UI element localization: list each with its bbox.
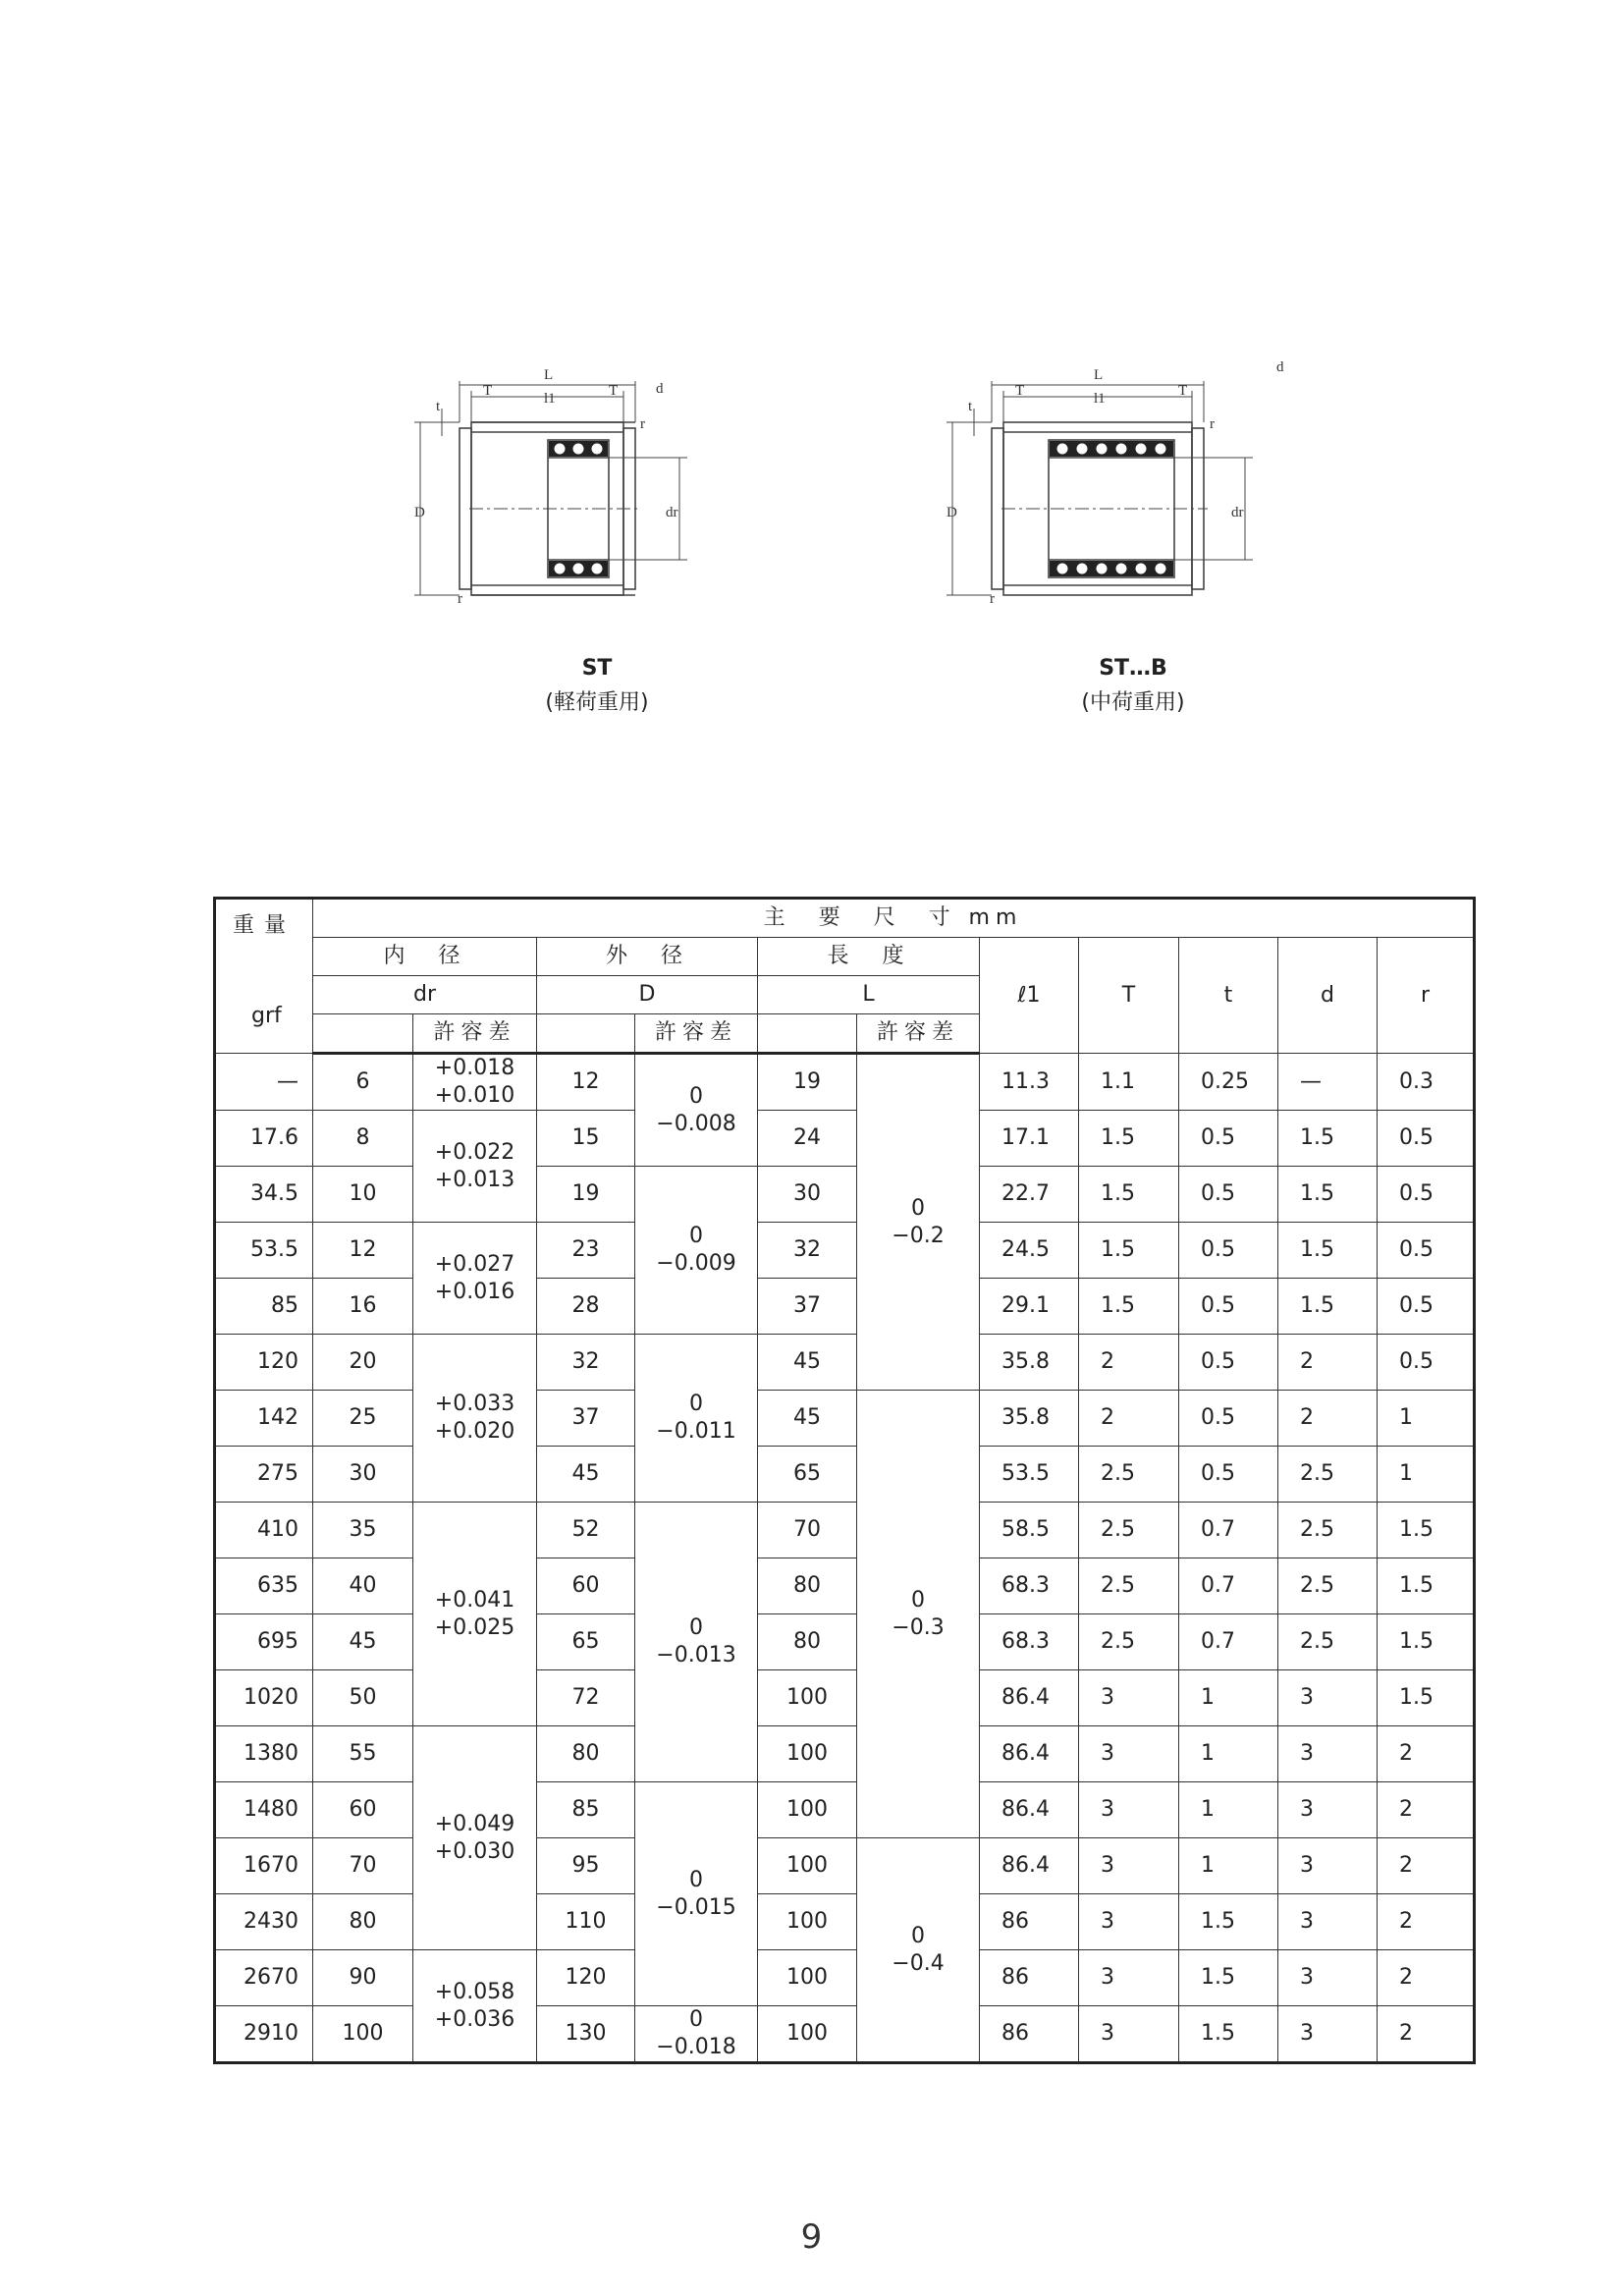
weight-cell: 53.5 — [215, 1223, 313, 1279]
L-tolerance-header: 許容差 — [857, 1014, 980, 1054]
table-row — [215, 1782, 1475, 1838]
l1-cell: 35.8 — [980, 1335, 1079, 1391]
dr-blank — [313, 1014, 413, 1054]
dr-cell: 30 — [313, 1447, 413, 1503]
weight-cell: 34.5 — [215, 1167, 313, 1223]
t-cell: 1.5 — [1179, 2006, 1278, 2063]
dr-tolerance-cell: +0.049 +0.030 — [413, 1726, 537, 1950]
outer-diameter-header: 外 径 — [537, 938, 758, 976]
l1-cell: 58.5 — [980, 1503, 1079, 1558]
l1-cell: 68.3 — [980, 1558, 1079, 1614]
l1-cell: 68.3 — [980, 1614, 1079, 1670]
t-cell: 1 — [1179, 1670, 1278, 1726]
l1-cell: 86 — [980, 1950, 1079, 2006]
st-b-bearing-drawing — [943, 361, 1296, 627]
l1-cell: 24.5 — [980, 1223, 1079, 1279]
t-cell: 1 — [1179, 1782, 1278, 1838]
figure-st-b-title: ST…B — [1099, 656, 1167, 681]
D-tolerance-cell: 0 −0.018 — [635, 2006, 758, 2063]
table-row — [215, 1111, 1475, 1167]
weight-unit: grf — [251, 1004, 282, 1028]
d-cell: — — [1278, 1054, 1378, 1111]
label-T-right: T — [1178, 383, 1188, 399]
T-cell: 3 — [1079, 1726, 1179, 1782]
r-cell: 2 — [1378, 1894, 1475, 1950]
T-header: T — [1079, 938, 1179, 1054]
D-cell: 72 — [537, 1670, 635, 1726]
D-cell: 37 — [537, 1391, 635, 1447]
D-cell: 130 — [537, 2006, 635, 2063]
dr-tolerance-cell: +0.058 +0.036 — [413, 1950, 537, 2063]
dr-tolerance-cell: +0.033 +0.020 — [413, 1335, 537, 1503]
r-cell: 2 — [1378, 2006, 1475, 2063]
t-cell: 0.5 — [1179, 1391, 1278, 1447]
dr-cell: 70 — [313, 1838, 413, 1894]
L-cell: 45 — [758, 1335, 857, 1391]
page-number: 9 — [800, 2217, 823, 2257]
r-cell: 2 — [1378, 1950, 1475, 2006]
r-cell: 2 — [1378, 1726, 1475, 1782]
t-cell: 1.5 — [1179, 1950, 1278, 2006]
dr-tolerance-cell: +0.027 +0.016 — [413, 1223, 537, 1335]
D-cell: 45 — [537, 1447, 635, 1503]
weight-cell: 85 — [215, 1279, 313, 1335]
T-cell: 1.1 — [1079, 1054, 1179, 1111]
T-cell: 1.5 — [1079, 1167, 1179, 1223]
t-cell: 1 — [1179, 1838, 1278, 1894]
D-blank — [537, 1014, 635, 1054]
d-cell: 2.5 — [1278, 1447, 1378, 1503]
D-cell: 52 — [537, 1503, 635, 1558]
label-r-top: r — [640, 416, 645, 432]
table-row — [215, 1558, 1475, 1614]
D-tolerance-header: 許容差 — [635, 1014, 758, 1054]
r-cell: 2 — [1378, 1838, 1475, 1894]
label-dr: dr — [1231, 505, 1244, 520]
t-cell: 0.5 — [1179, 1447, 1278, 1503]
dr-cell: 40 — [313, 1558, 413, 1614]
weight-header — [215, 899, 313, 1054]
figure-st-subtitle: (軽荷重用) — [545, 690, 649, 715]
table-row — [215, 1054, 1475, 1111]
D-cell: 19 — [537, 1167, 635, 1223]
l1-cell: 17.1 — [980, 1111, 1079, 1167]
D-cell: 23 — [537, 1223, 635, 1279]
table-row — [215, 1950, 1475, 2006]
d-cell: 3 — [1278, 1894, 1378, 1950]
label-l1: l1 — [1094, 391, 1106, 407]
table-row — [215, 1894, 1475, 1950]
dr-tolerance-cell: +0.022 +0.013 — [413, 1111, 537, 1223]
label-d: d — [1276, 361, 1284, 375]
figure-st-b — [943, 361, 1296, 627]
dr-cell: 100 — [313, 2006, 413, 2063]
D-cell: 65 — [537, 1614, 635, 1670]
dr-cell: 80 — [313, 1894, 413, 1950]
T-cell: 2 — [1079, 1335, 1179, 1391]
figure-st-b-subtitle: (中荷重用) — [1081, 690, 1185, 715]
table-row — [215, 1503, 1475, 1558]
label-r-top: r — [1210, 416, 1215, 432]
D-cell: 15 — [537, 1111, 635, 1167]
T-cell: 2 — [1079, 1391, 1179, 1447]
weight-cell: 1380 — [215, 1726, 313, 1782]
table-row — [215, 1279, 1475, 1335]
L-cell: 100 — [758, 1838, 857, 1894]
d-cell: 1.5 — [1278, 1279, 1378, 1335]
figure-st-title: ST — [581, 656, 613, 681]
d-cell: 2 — [1278, 1335, 1378, 1391]
d-cell: 2.5 — [1278, 1558, 1378, 1614]
d-cell: 1.5 — [1278, 1111, 1378, 1167]
D-cell: 28 — [537, 1279, 635, 1335]
D-tolerance-cell: 0 −0.009 — [635, 1167, 758, 1335]
D-cell: 95 — [537, 1838, 635, 1894]
dr-cell: 16 — [313, 1279, 413, 1335]
L-cell: 65 — [758, 1447, 857, 1503]
L-cell: 100 — [758, 1782, 857, 1838]
table-row — [215, 2006, 1475, 2063]
d-cell: 2 — [1278, 1391, 1378, 1447]
weight-cell: 120 — [215, 1335, 313, 1391]
D-cell: 120 — [537, 1950, 635, 2006]
l1-cell: 86 — [980, 2006, 1079, 2063]
weight-cell: — — [215, 1054, 313, 1111]
L-cell: 80 — [758, 1614, 857, 1670]
r-cell: 1.5 — [1378, 1558, 1475, 1614]
l1-cell: 86.4 — [980, 1838, 1079, 1894]
table-row — [215, 1726, 1475, 1782]
weight-cell: 17.6 — [215, 1111, 313, 1167]
dr-header: dr — [313, 976, 537, 1014]
L-tolerance-cell: 0 −0.3 — [857, 1391, 980, 1838]
label-r-bottom: r — [990, 591, 995, 607]
table-row — [215, 1335, 1475, 1391]
T-cell: 3 — [1079, 2006, 1179, 2063]
dr-cell: 45 — [313, 1614, 413, 1670]
t-cell: 0.5 — [1179, 1279, 1278, 1335]
weight-cell: 695 — [215, 1614, 313, 1670]
dr-tolerance-header: 許容差 — [413, 1014, 537, 1054]
L-header: L — [758, 976, 980, 1014]
T-cell: 2.5 — [1079, 1447, 1179, 1503]
L-cell: 45 — [758, 1391, 857, 1447]
dr-cell: 6 — [313, 1054, 413, 1111]
dr-cell: 8 — [313, 1111, 413, 1167]
t-cell: 0.7 — [1179, 1614, 1278, 1670]
l1-cell: 35.8 — [980, 1391, 1079, 1447]
t-cell: 1 — [1179, 1726, 1278, 1782]
r-cell: 0.5 — [1378, 1223, 1475, 1279]
dr-cell: 12 — [313, 1223, 413, 1279]
D-header: D — [537, 976, 758, 1014]
dr-cell: 35 — [313, 1503, 413, 1558]
T-cell: 3 — [1079, 1894, 1179, 1950]
label-T-left: T — [483, 383, 493, 399]
D-cell: 85 — [537, 1782, 635, 1838]
r-cell: 1 — [1378, 1391, 1475, 1447]
r-cell: 0.5 — [1378, 1111, 1475, 1167]
dr-cell: 10 — [313, 1167, 413, 1223]
L-cell: 100 — [758, 1670, 857, 1726]
d-cell: 1.5 — [1278, 1223, 1378, 1279]
t-cell: 0.25 — [1179, 1054, 1278, 1111]
dr-tolerance-cell: +0.041 +0.025 — [413, 1503, 537, 1726]
t-cell: 0.7 — [1179, 1558, 1278, 1614]
length-header: 長 度 — [758, 938, 980, 976]
L-cell: 19 — [758, 1054, 857, 1111]
l1-cell: 86.4 — [980, 1670, 1079, 1726]
d-cell: 3 — [1278, 1670, 1378, 1726]
l1-cell: 11.3 — [980, 1054, 1079, 1111]
L-cell: 30 — [758, 1167, 857, 1223]
D-tolerance-cell: 0 −0.011 — [635, 1335, 758, 1503]
t-cell: 0.5 — [1179, 1223, 1278, 1279]
L-cell: 100 — [758, 1726, 857, 1782]
t-cell: 1.5 — [1179, 1894, 1278, 1950]
label-T-left: T — [1015, 383, 1025, 399]
r-cell: 0.5 — [1378, 1167, 1475, 1223]
d-cell: 3 — [1278, 1726, 1378, 1782]
L-cell: 32 — [758, 1223, 857, 1279]
table-row — [215, 1670, 1475, 1726]
label-t: t — [436, 399, 441, 414]
weight-header-label: 重量 — [232, 913, 296, 938]
label-L: L — [544, 367, 554, 383]
label-L: L — [1094, 367, 1104, 383]
D-cell: 110 — [537, 1894, 635, 1950]
L-cell: 100 — [758, 1894, 857, 1950]
dr-tolerance-cell: +0.018 +0.010 — [413, 1054, 537, 1111]
label-r-bottom: r — [458, 591, 462, 607]
t-cell: 0.5 — [1179, 1167, 1278, 1223]
label-T-right: T — [609, 383, 619, 399]
d-cell: 2.5 — [1278, 1503, 1378, 1558]
r-cell: 0.3 — [1378, 1054, 1475, 1111]
L-cell: 70 — [758, 1503, 857, 1558]
weight-cell: 2910 — [215, 2006, 313, 2063]
r-cell: 2 — [1378, 1782, 1475, 1838]
table-row — [215, 1391, 1475, 1447]
T-cell: 3 — [1079, 1782, 1179, 1838]
dimension-table — [213, 897, 1476, 2064]
L-tolerance-cell: 0 −0.4 — [857, 1838, 980, 2063]
r-cell: 0.5 — [1378, 1279, 1475, 1335]
L-cell: 100 — [758, 2006, 857, 2063]
inner-diameter-header: 内 径 — [313, 938, 537, 976]
label-dr: dr — [666, 505, 678, 520]
D-cell: 80 — [537, 1726, 635, 1782]
label-D: D — [414, 505, 425, 520]
d-cell: 3 — [1278, 1782, 1378, 1838]
weight-cell: 410 — [215, 1503, 313, 1558]
D-tolerance-cell: 0 −0.015 — [635, 1782, 758, 2006]
table-row — [215, 1614, 1475, 1670]
table-row — [215, 1838, 1475, 1894]
d-cell: 1.5 — [1278, 1167, 1378, 1223]
table-row — [215, 1223, 1475, 1279]
D-tolerance-cell: 0 −0.008 — [635, 1054, 758, 1167]
L-tolerance-cell: 0 −0.2 — [857, 1054, 980, 1391]
r-cell: 1.5 — [1378, 1614, 1475, 1670]
dr-cell: 60 — [313, 1782, 413, 1838]
T-cell: 1.5 — [1079, 1223, 1179, 1279]
dr-cell: 55 — [313, 1726, 413, 1782]
T-cell: 1.5 — [1079, 1111, 1179, 1167]
L-cell: 80 — [758, 1558, 857, 1614]
t-header: t — [1179, 938, 1278, 1054]
r-cell: 1.5 — [1378, 1503, 1475, 1558]
weight-cell: 2670 — [215, 1950, 313, 2006]
r-cell: 1.5 — [1378, 1670, 1475, 1726]
T-cell: 3 — [1079, 1670, 1179, 1726]
d-cell: 2.5 — [1278, 1614, 1378, 1670]
weight-cell: 2430 — [215, 1894, 313, 1950]
weight-cell: 1020 — [215, 1670, 313, 1726]
d-cell: 3 — [1278, 1838, 1378, 1894]
main-dimensions-header: 主 要 尺 寸 mm — [313, 899, 1475, 938]
l1-cell: 86.4 — [980, 1726, 1079, 1782]
d-cell: 3 — [1278, 2006, 1378, 2063]
weight-cell: 635 — [215, 1558, 313, 1614]
D-cell: 12 — [537, 1054, 635, 1111]
dr-cell: 25 — [313, 1391, 413, 1447]
T-cell: 2.5 — [1079, 1614, 1179, 1670]
L-cell: 37 — [758, 1279, 857, 1335]
l1-cell: 86.4 — [980, 1782, 1079, 1838]
d-header: d — [1278, 938, 1378, 1054]
d-cell: 3 — [1278, 1950, 1378, 2006]
weight-cell: 1670 — [215, 1838, 313, 1894]
l1-header: ℓ1 — [980, 938, 1079, 1054]
T-cell: 3 — [1079, 1950, 1179, 2006]
D-cell: 60 — [537, 1558, 635, 1614]
label-t: t — [968, 399, 973, 414]
dr-cell: 90 — [313, 1950, 413, 2006]
l1-cell: 86 — [980, 1894, 1079, 1950]
table-row — [215, 1447, 1475, 1503]
figure-st — [410, 361, 744, 627]
l1-cell: 29.1 — [980, 1279, 1079, 1335]
D-tolerance-cell: 0 −0.013 — [635, 1503, 758, 1782]
table-row — [215, 1167, 1475, 1223]
L-cell: 100 — [758, 1950, 857, 2006]
D-cell: 32 — [537, 1335, 635, 1391]
L-cell: 24 — [758, 1111, 857, 1167]
T-cell: 2.5 — [1079, 1503, 1179, 1558]
t-cell: 0.7 — [1179, 1503, 1278, 1558]
label-D: D — [947, 505, 957, 520]
weight-cell: 1480 — [215, 1782, 313, 1838]
weight-cell: 275 — [215, 1447, 313, 1503]
l1-cell: 53.5 — [980, 1447, 1079, 1503]
t-cell: 0.5 — [1179, 1335, 1278, 1391]
l1-cell: 22.7 — [980, 1167, 1079, 1223]
r-cell: 0.5 — [1378, 1335, 1475, 1391]
dr-cell: 50 — [313, 1670, 413, 1726]
T-cell: 1.5 — [1079, 1279, 1179, 1335]
label-l1: l1 — [544, 391, 556, 407]
L-blank — [758, 1014, 857, 1054]
weight-cell: 142 — [215, 1391, 313, 1447]
T-cell: 3 — [1079, 1838, 1179, 1894]
r-header: r — [1378, 938, 1475, 1054]
r-cell: 1 — [1378, 1447, 1475, 1503]
label-d: d — [656, 381, 664, 397]
T-cell: 2.5 — [1079, 1558, 1179, 1614]
t-cell: 0.5 — [1179, 1111, 1278, 1167]
dr-cell: 20 — [313, 1335, 413, 1391]
st-bearing-drawing — [410, 361, 744, 627]
